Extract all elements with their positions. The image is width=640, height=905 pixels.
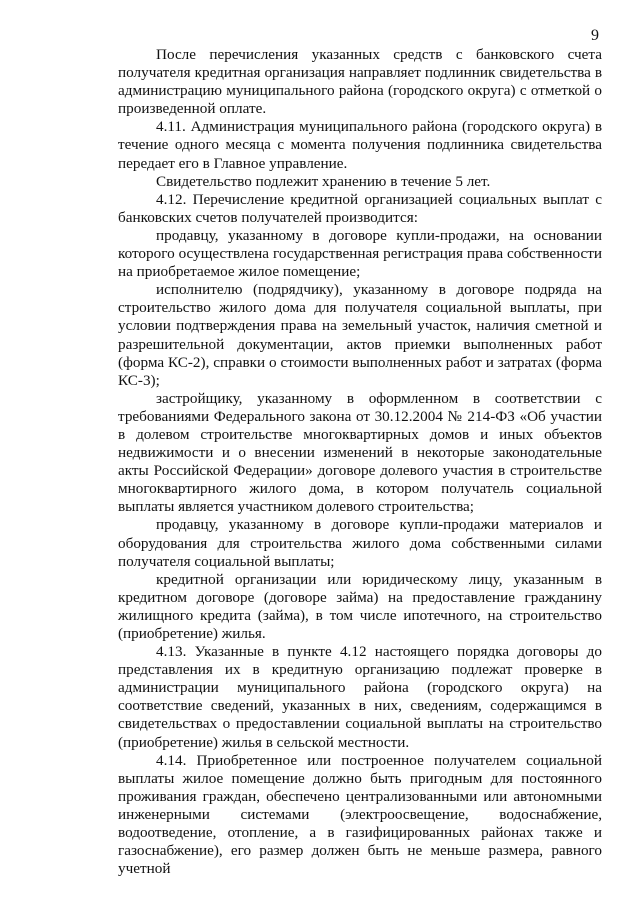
list-item-contractor: исполнителю (подрядчику), указанному в договоре подряда на строительство жилого дома для получателя социальной выплаты, при условии подтверждения права на земельный участок, наличия сметной и разрешительной документации, актов приемки выполненных работ (форма КС-2), справки о стоимости выполненных работ и затратах (форма КС-3);	[118, 281, 602, 389]
paragraph-payment-transfer: После перечисления указанных средств с банковского счета получателя кредитная организация направляет подлинник свидетельства в администрацию муниципального района (городского округа) с отметкой о произведенной оплате.	[118, 46, 602, 118]
document-body	[118, 46, 602, 878]
paragraph-4-13: 4.13. Указанные в пункте 4.12 настоящего порядка договоры до представления их в кредитную организацию подлежат проверке в администрации муниципального района (городского округа) на соответствие сведений, указанных в них, сведениям, содержащимся в свидетельствах о предоставлении социальной выплаты на строительство (приобретение) жилья в сельской местности.	[118, 643, 602, 751]
list-item-materials-seller: продавцу, указанному в договоре купли-продажи материалов и оборудования для строительства жилого дома собственными силами получателя социальной выплаты;	[118, 516, 602, 570]
list-item-developer: застройщику, указанному в оформленном в соответствии с требованиями Федерального закона от 30.12.2004 № 214-ФЗ «Об участии в долевом строительстве многоквартирных домов и иных объектов недвижимости и о внесении изменений в некоторые законодательные акты Российской Федерации» договоре долевого участия в строительстве многоквартирного жилого дома, в котором получатель социальной выплаты является участником долевого строительства;	[118, 389, 602, 516]
paragraph-storage-term: Свидетельство подлежит хранению в течение 5 лет.	[156, 172, 491, 190]
paragraph-4-11: 4.11. Администрация муниципального района (городского округа) в течение одного месяца с момента получения подлинника свидетельства передает его в Главное управление.	[118, 118, 602, 172]
list-item-seller: продавцу, указанному в договоре купли-продажи, на основании которого осуществлена государственная регистрация права собственности на приобретаемое жилое помещение;	[118, 226, 602, 281]
list-item-credit-organization: кредитной организации или юридическому лицу, указанным в кредитном договоре (договоре займа) на предоставление гражданину жилищного кредита (займа), в том числе ипотечного, на строительство (приобретение) жилья.	[118, 570, 602, 642]
paragraph-4-12: 4.12. Перечисление кредитной организацией социальных выплат с банковских счетов получателей производится:	[118, 190, 602, 226]
page-number: 9	[591, 27, 599, 44]
paragraph-4-14: 4.14. Приобретенное или построенное получателем социальной выплаты жилое помещение должно быть пригодным для постоянного проживания граждан, обеспечено централизованными или автономными инженерными системами (электроосвещение, водоснабжение, водоотведение, отопление, а в газифицированных районах также и газоснабжение), его размер должен быть не меньше размера, равного учетной	[118, 751, 602, 878]
